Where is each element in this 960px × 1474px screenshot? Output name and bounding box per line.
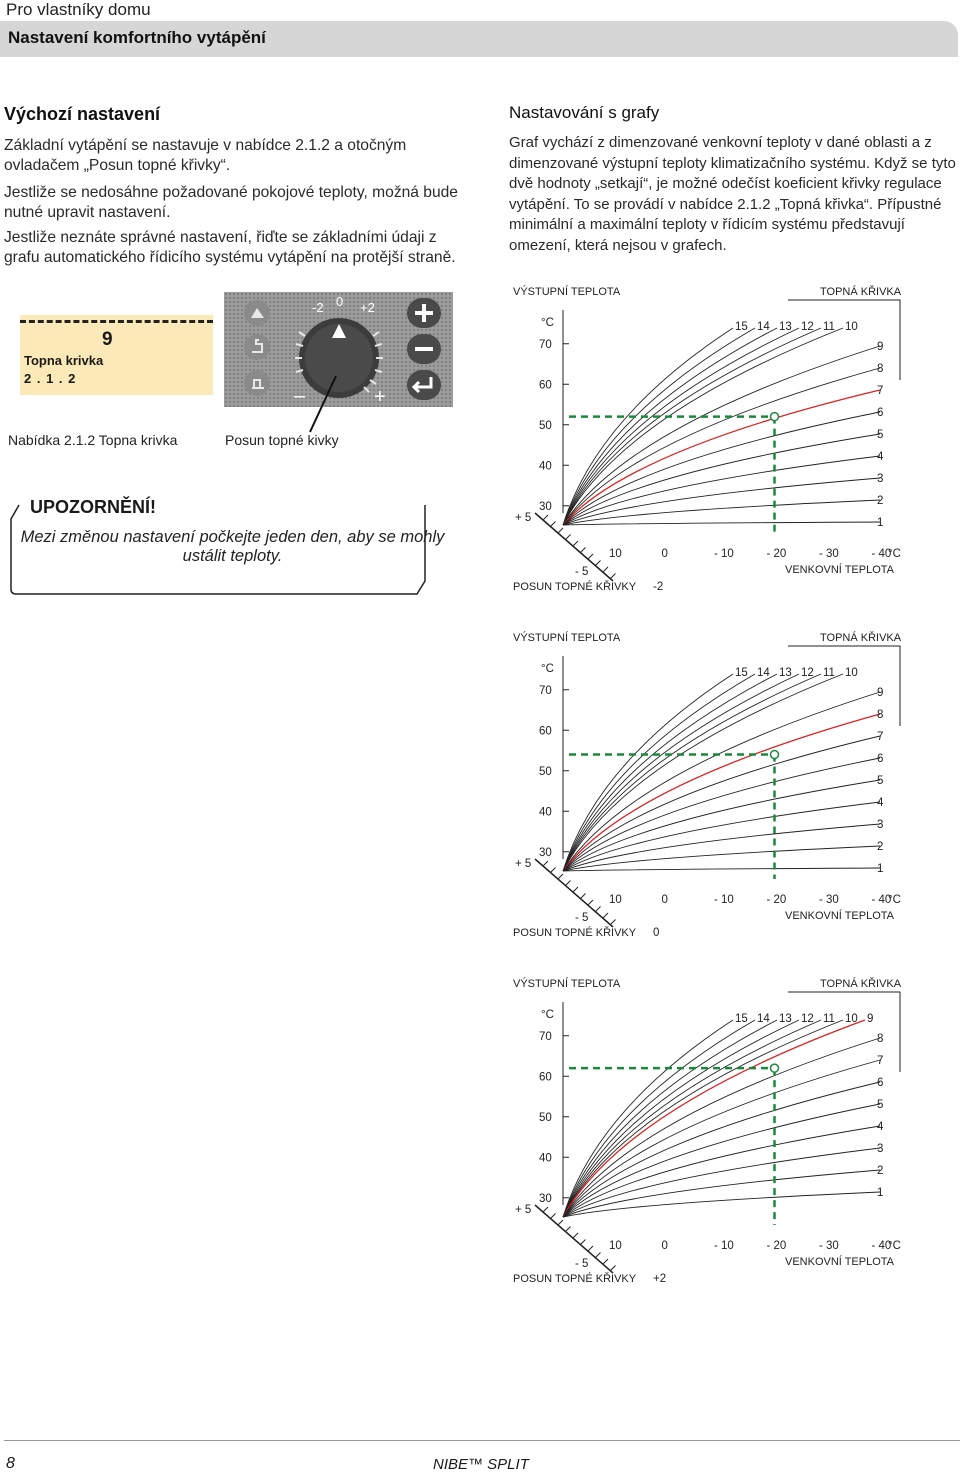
curve-label-5: 5 bbox=[877, 1099, 884, 1111]
curve-label-7: 7 bbox=[877, 1055, 884, 1067]
curve-label-14: 14 bbox=[757, 1013, 770, 1025]
left-para-2: Jestliže se nedosáhne požadované pokojové teploty, možná bude nutné upravit nastavení. bbox=[4, 184, 458, 221]
shift-label: POSUN TOPNÉ KŘIVKY bbox=[513, 927, 637, 939]
curve-label-9: 9 bbox=[877, 687, 884, 699]
curve-label-1: 1 bbox=[877, 1187, 884, 1199]
lcd-dash-line bbox=[20, 320, 213, 323]
y-tick-label: 60 bbox=[539, 379, 552, 392]
reading-point bbox=[771, 413, 779, 421]
y-unit-label: °C bbox=[541, 663, 554, 675]
curve-label-1: 1 bbox=[877, 863, 884, 875]
page-number: 8 bbox=[6, 1455, 15, 1472]
heating-curve-11 bbox=[563, 674, 821, 871]
curve-label-7: 7 bbox=[877, 385, 884, 397]
heating-curve-1 bbox=[563, 522, 880, 525]
y-tick-label: 50 bbox=[539, 765, 552, 778]
y-unit-label: °C bbox=[541, 317, 554, 329]
x-tick-label: - 30 bbox=[819, 894, 839, 906]
heating-curve-chart-shift-0 bbox=[505, 626, 925, 946]
lcd-display bbox=[20, 315, 213, 395]
diagonal-tick bbox=[551, 522, 556, 527]
curve-label-4: 4 bbox=[877, 797, 884, 809]
heating-curve-13 bbox=[563, 674, 777, 871]
shift-value: +2 bbox=[653, 1273, 667, 1285]
diagonal-tick bbox=[611, 920, 616, 925]
diagonal-tick bbox=[573, 887, 578, 892]
diagonal-tick bbox=[543, 861, 548, 866]
heating-curve-8 bbox=[563, 368, 880, 525]
x-tick-label: 10 bbox=[609, 894, 622, 906]
x-low-tick-label: - 5 bbox=[575, 912, 589, 924]
diagonal-tick bbox=[596, 561, 601, 566]
curve-label-2: 2 bbox=[877, 495, 884, 507]
curve-label-6: 6 bbox=[877, 753, 884, 765]
curve-label-3: 3 bbox=[877, 1143, 884, 1155]
diagonal-tick bbox=[611, 1266, 616, 1271]
diagonal-tick bbox=[558, 1220, 563, 1225]
page-title: Nastavení komfortního vytápění bbox=[8, 28, 266, 47]
curve-label-13: 13 bbox=[779, 1013, 792, 1025]
heating-curve-4 bbox=[563, 456, 880, 525]
diagonal-tick bbox=[581, 548, 586, 553]
curve-label-8: 8 bbox=[877, 363, 884, 375]
heating-curve-7 bbox=[563, 1060, 880, 1217]
x-tick-label: - 40 bbox=[871, 548, 892, 560]
heating-curve-4 bbox=[563, 802, 880, 871]
minus-button[interactable] bbox=[407, 334, 441, 364]
right-heading: Nastavování s grafy bbox=[509, 103, 660, 122]
heating-curve-2 bbox=[563, 500, 880, 525]
y-tick-label: 70 bbox=[539, 1030, 552, 1043]
left-para-3: Jestliže neznáte správné nastavení, řiďte se základními údaji z grafu automatického řídicího systému vytápění na protější straně. bbox=[4, 229, 456, 266]
y-axis-title: VÝSTUPNÍ TEPLOTA bbox=[513, 632, 621, 644]
dial-minus-label: -2 bbox=[312, 300, 324, 315]
diagonal-tick bbox=[611, 574, 616, 579]
x-unit-label: °C bbox=[888, 1240, 901, 1252]
x-tick-label: - 10 bbox=[714, 1240, 734, 1252]
curve-label-12: 12 bbox=[801, 667, 814, 679]
diagonal-tick bbox=[573, 541, 578, 546]
mode-buttons bbox=[244, 300, 270, 396]
heating-curve-chart-shift-minus2 bbox=[505, 280, 925, 600]
enter-button[interactable] bbox=[407, 370, 441, 400]
x-low-tick-label: - 5 bbox=[575, 566, 589, 578]
title-bar bbox=[0, 21, 958, 57]
curve-axis-title: TOPNÁ KŘIVKA bbox=[820, 978, 902, 990]
curve-label-8: 8 bbox=[877, 1033, 884, 1045]
diagonal-tick bbox=[581, 1240, 586, 1245]
curve-label-15: 15 bbox=[735, 1013, 748, 1025]
caption-dial: Posun topné kivky bbox=[225, 432, 339, 448]
x-tick-label: 10 bbox=[609, 548, 622, 560]
x-tick-label: - 10 bbox=[714, 548, 734, 560]
heating-curve-chart-shift-plus2 bbox=[505, 972, 925, 1292]
y-tick-label: 60 bbox=[539, 725, 552, 738]
diagonal-tick bbox=[558, 874, 563, 879]
heating-curve-12 bbox=[563, 328, 799, 525]
x-unit-label: °C bbox=[888, 894, 901, 906]
heating-curve-2 bbox=[563, 846, 880, 871]
diagonal-tick bbox=[588, 900, 593, 905]
curve-label-6: 6 bbox=[877, 1077, 884, 1089]
y-tick-label: 30 bbox=[539, 500, 552, 513]
heating-curve-8 bbox=[563, 714, 880, 871]
curve-label-5: 5 bbox=[877, 775, 884, 787]
y-tick-label: 60 bbox=[539, 1071, 552, 1084]
diagonal-tick bbox=[558, 528, 563, 533]
x-axis-title: VENKOVNÍ TEPLOTA bbox=[785, 1256, 895, 1268]
x-tick-label: - 30 bbox=[819, 548, 839, 560]
left-heading: Výchozí nastavení bbox=[4, 104, 161, 124]
y-tick-label: + 5 bbox=[515, 512, 532, 524]
curve-label-11: 11 bbox=[823, 321, 835, 333]
x-tick-label: 0 bbox=[661, 894, 668, 906]
curve-label-11: 11 bbox=[823, 667, 835, 679]
curve-label-13: 13 bbox=[779, 321, 792, 333]
diagonal-tick bbox=[603, 913, 608, 918]
x-unit-label: °C bbox=[888, 548, 901, 560]
curve-label-3: 3 bbox=[877, 473, 884, 485]
heating-curve-14 bbox=[563, 1020, 755, 1217]
diagonal-tick bbox=[603, 1259, 608, 1264]
lcd-label: Topna krivka bbox=[24, 353, 104, 368]
dial-minus-sign: – bbox=[294, 385, 306, 407]
curve-label-13: 13 bbox=[779, 667, 792, 679]
caption-menu: Nabídka 2.1.2 Topna krivka bbox=[8, 432, 178, 448]
curve-label-15: 15 bbox=[735, 321, 748, 333]
x-tick-label: - 40 bbox=[871, 1240, 892, 1252]
curve-label-2: 2 bbox=[877, 841, 884, 853]
right-para: Graf vychází z dimenzované venkovní teploty v dané oblasti a z dimenzované výstupní teploty klimatizačního systému. Když se tyto dvě hodnoty „setkají“, je možné odečíst koeficient křivky regulace vytápění. To se provádí v nabídce 2.1.2 „Topná křivka“. Přípustné minimální a maximální teploty v řídicím systému představují omezení, která nejsou v grafech. bbox=[509, 134, 956, 254]
curve-label-9: 9 bbox=[867, 1013, 874, 1025]
y-tick-label: + 5 bbox=[515, 1204, 532, 1216]
shift-label: POSUN TOPNÉ KŘIVKY bbox=[513, 1273, 637, 1285]
diagonal-tick bbox=[573, 1233, 578, 1238]
lcd-value: 9 bbox=[102, 329, 113, 350]
diagonal-tick bbox=[603, 567, 608, 572]
x-axis-title: VENKOVNÍ TEPLOTA bbox=[785, 910, 895, 922]
lcd-menu-number: 2 . 1 . 2 bbox=[24, 371, 77, 386]
diagonal-tick bbox=[551, 1214, 556, 1219]
footer-brand: NIBE™ SPLIT bbox=[433, 1456, 529, 1473]
x-tick-label: - 10 bbox=[714, 894, 734, 906]
curve-label-3: 3 bbox=[877, 819, 884, 831]
x-tick-label: - 20 bbox=[766, 1240, 787, 1252]
x-low-tick-label: - 5 bbox=[575, 1258, 589, 1270]
curve-label-14: 14 bbox=[757, 321, 770, 333]
section-label: Pro vlastníky domu bbox=[6, 0, 151, 19]
diagonal-tick bbox=[588, 1246, 593, 1251]
y-unit-label: °C bbox=[541, 1009, 554, 1021]
diagonal-tick bbox=[543, 1207, 548, 1212]
diagonal-tick bbox=[596, 907, 601, 912]
x-axis-title: VENKOVNÍ TEPLOTA bbox=[785, 564, 895, 576]
curve-label-1: 1 bbox=[877, 517, 884, 529]
y-tick-label: 50 bbox=[539, 419, 552, 432]
curve-label-12: 12 bbox=[801, 1013, 814, 1025]
reading-point bbox=[771, 751, 779, 759]
curve-label-9: 9 bbox=[877, 341, 884, 353]
curve-label-2: 2 bbox=[877, 1165, 884, 1177]
dial-plus-label: +2 bbox=[360, 300, 375, 315]
diagonal-tick bbox=[551, 868, 556, 873]
curve-label-5: 5 bbox=[877, 429, 884, 441]
y-axis-title: VÝSTUPNÍ TEPLOTA bbox=[513, 286, 621, 298]
x-tick-label: - 30 bbox=[819, 1240, 839, 1252]
warning-title: UPOZORNĚNÍ! bbox=[30, 497, 156, 517]
heating-curve-11 bbox=[563, 1020, 821, 1217]
y-tick-label: + 5 bbox=[515, 858, 532, 870]
heating-curve-9 bbox=[563, 1020, 865, 1217]
shift-label: POSUN TOPNÉ KŘIVKY bbox=[513, 581, 637, 593]
curve-label-4: 4 bbox=[877, 451, 884, 463]
y-tick-label: 70 bbox=[539, 684, 552, 697]
x-tick-label: - 20 bbox=[766, 894, 787, 906]
curve-label-10: 10 bbox=[845, 667, 858, 679]
diagonal-tick bbox=[566, 1227, 571, 1232]
heating-curve-13 bbox=[563, 328, 777, 525]
curve-axis-title: TOPNÁ KŘIVKA bbox=[820, 632, 902, 644]
x-tick-label: 0 bbox=[661, 1240, 668, 1252]
plus-button[interactable] bbox=[407, 298, 441, 328]
heating-curve-12 bbox=[563, 674, 799, 871]
x-tick-label: - 20 bbox=[766, 548, 787, 560]
curve-label-6: 6 bbox=[877, 407, 884, 419]
left-para-1: Základní vytápění se nastavuje v nabídce 2.1.2 a otočným ovladačem „Posun topné křivky“. bbox=[4, 137, 407, 174]
curve-label-10: 10 bbox=[845, 1013, 858, 1025]
footer-rule bbox=[4, 1440, 960, 1441]
diagonal-tick bbox=[596, 1253, 601, 1258]
y-tick-label: 70 bbox=[539, 338, 552, 351]
shift-value: -2 bbox=[653, 581, 664, 593]
heating-curve-11 bbox=[563, 328, 821, 525]
curve-axis-title: TOPNÁ KŘIVKA bbox=[820, 286, 902, 298]
y-tick-label: 40 bbox=[539, 460, 552, 473]
curve-label-12: 12 bbox=[801, 321, 814, 333]
curve-label-8: 8 bbox=[877, 709, 884, 721]
heating-curve-14 bbox=[563, 328, 755, 525]
heating-curve-1 bbox=[563, 868, 880, 871]
y-tick-label: 40 bbox=[539, 806, 552, 819]
heating-curve-1 bbox=[563, 1192, 880, 1217]
dial-pointer-arrow bbox=[300, 370, 360, 440]
x-tick-label: - 40 bbox=[871, 894, 892, 906]
curve-label-7: 7 bbox=[877, 731, 884, 743]
dial-zero-label: 0 bbox=[336, 294, 344, 309]
curve-label-11: 11 bbox=[823, 1013, 835, 1025]
diagonal-tick bbox=[588, 554, 593, 559]
right-column bbox=[509, 103, 959, 256]
warning-text: Mezi změnou nastavení počkejte jeden den, aby se mohly ustálit teploty. bbox=[20, 528, 445, 565]
curve-label-4: 4 bbox=[877, 1121, 884, 1133]
diagonal-tick bbox=[566, 535, 571, 540]
y-tick-label: 50 bbox=[539, 1111, 552, 1124]
x-tick-label: 0 bbox=[661, 548, 668, 560]
heating-curve-13 bbox=[563, 1020, 777, 1217]
y-tick-label: 30 bbox=[539, 1192, 552, 1205]
dial-plus-sign: + bbox=[374, 386, 386, 407]
heating-curve-14 bbox=[563, 674, 755, 871]
y-tick-label: 40 bbox=[539, 1152, 552, 1165]
curve-label-10: 10 bbox=[845, 321, 858, 333]
shift-value: 0 bbox=[653, 927, 660, 939]
y-tick-label: 30 bbox=[539, 846, 552, 859]
diagonal-tick bbox=[581, 894, 586, 899]
y-axis-title: VÝSTUPNÍ TEPLOTA bbox=[513, 978, 621, 990]
curve-label-14: 14 bbox=[757, 667, 770, 679]
reading-point bbox=[771, 1064, 779, 1072]
x-tick-label: 10 bbox=[609, 1240, 622, 1252]
diagonal-tick bbox=[543, 515, 548, 520]
diagonal-tick bbox=[566, 881, 571, 886]
heating-curve-12 bbox=[563, 1020, 799, 1217]
curve-label-15: 15 bbox=[735, 667, 748, 679]
